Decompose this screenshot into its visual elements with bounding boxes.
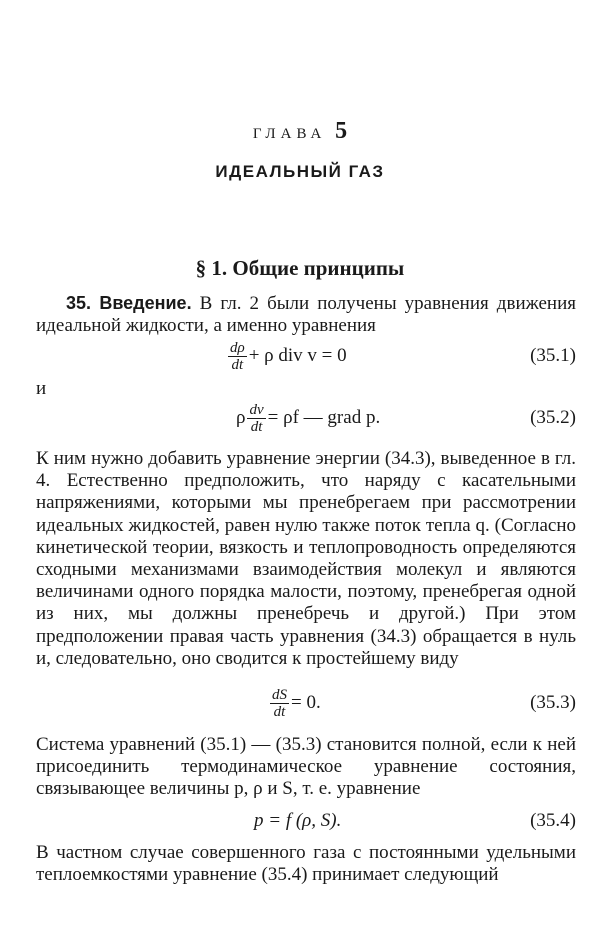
eq1-num-prefix: d bbox=[230, 339, 238, 356]
eq2-lhs: ρ bbox=[236, 407, 246, 428]
eq2-fraction bbox=[247, 402, 265, 435]
eq1-denominator: dt bbox=[231, 356, 244, 373]
chapter-number: 5 bbox=[335, 118, 348, 144]
eq2-numerator: dv bbox=[249, 401, 264, 418]
equation-35-4 bbox=[36, 801, 576, 841]
intro-text: В гл. 2 были получены уравнения движения идеальной жидкости, а именно уравнения bbox=[36, 293, 576, 337]
chapter-word: ГЛАВА bbox=[252, 126, 327, 142]
intro-lead: 35. Введение. bbox=[66, 293, 192, 313]
eq1-numerator: ρ bbox=[237, 339, 245, 356]
eq3-label: (35.3) bbox=[530, 692, 576, 713]
eq3-rest: = 0. bbox=[291, 692, 321, 713]
eq4-text: p = f (ρ, S). bbox=[254, 810, 342, 831]
equation-35-2 bbox=[36, 398, 576, 438]
chapter-title: ИДЕАЛЬНЫЙ ГАЗ bbox=[215, 162, 385, 181]
eq2-denominator: dt bbox=[250, 418, 263, 435]
eq1-fraction bbox=[228, 340, 247, 373]
conjunction: и bbox=[36, 378, 47, 399]
eq4-label: (35.4) bbox=[530, 810, 576, 831]
energy-paragraph: К ним нужно добавить уравнение энергии (34.3), выведенное в гл. 4. Естественно предположить, что наряду с касательными напряжениями, которыми мы пренебрегаем при рассмотрении идеальных жидкостей, равен нулю также поток тепла q. (Согласно кинетической теории, вязкость и теплопроводность определяются сходными механизмами взаимодействия молекул и являются величинами одного порядка малости, поэтому, пренебрегая одной из них, мы должны пренебречь и другой.) При этом предположении правая часть уравнения (34.3) обращается в нуль и, следовательно, оно сводится к простейшему виду bbox=[36, 448, 576, 669]
equation-35-3 bbox=[36, 683, 576, 723]
eq3-fraction bbox=[270, 687, 289, 720]
eq2-label: (35.2) bbox=[530, 407, 576, 428]
eq3-numerator: dS bbox=[272, 686, 287, 703]
system-paragraph: Система уравнений (35.1) — (35.3) становится полной, если к ней присоединить термодинамическое уравнение состояния, связывающее величины p, ρ и S, т. е. уравнение bbox=[36, 734, 576, 800]
perfect-gas-paragraph: В частном случае совершенного газа с постоянными удельными теплоемкостями уравнение (35.4) принимает следующий bbox=[36, 842, 576, 886]
eq2-rest: = ρf — grad p. bbox=[267, 407, 381, 428]
section-title: § 1. Общие принципы bbox=[195, 256, 405, 280]
eq1-rest: + ρ div v = 0 bbox=[248, 345, 347, 366]
equation-35-1 bbox=[36, 336, 576, 376]
chapter-label bbox=[0, 118, 600, 145]
intro-paragraph bbox=[36, 292, 576, 337]
eq3-denominator: dt bbox=[273, 703, 286, 720]
eq1-label: (35.1) bbox=[530, 345, 576, 366]
